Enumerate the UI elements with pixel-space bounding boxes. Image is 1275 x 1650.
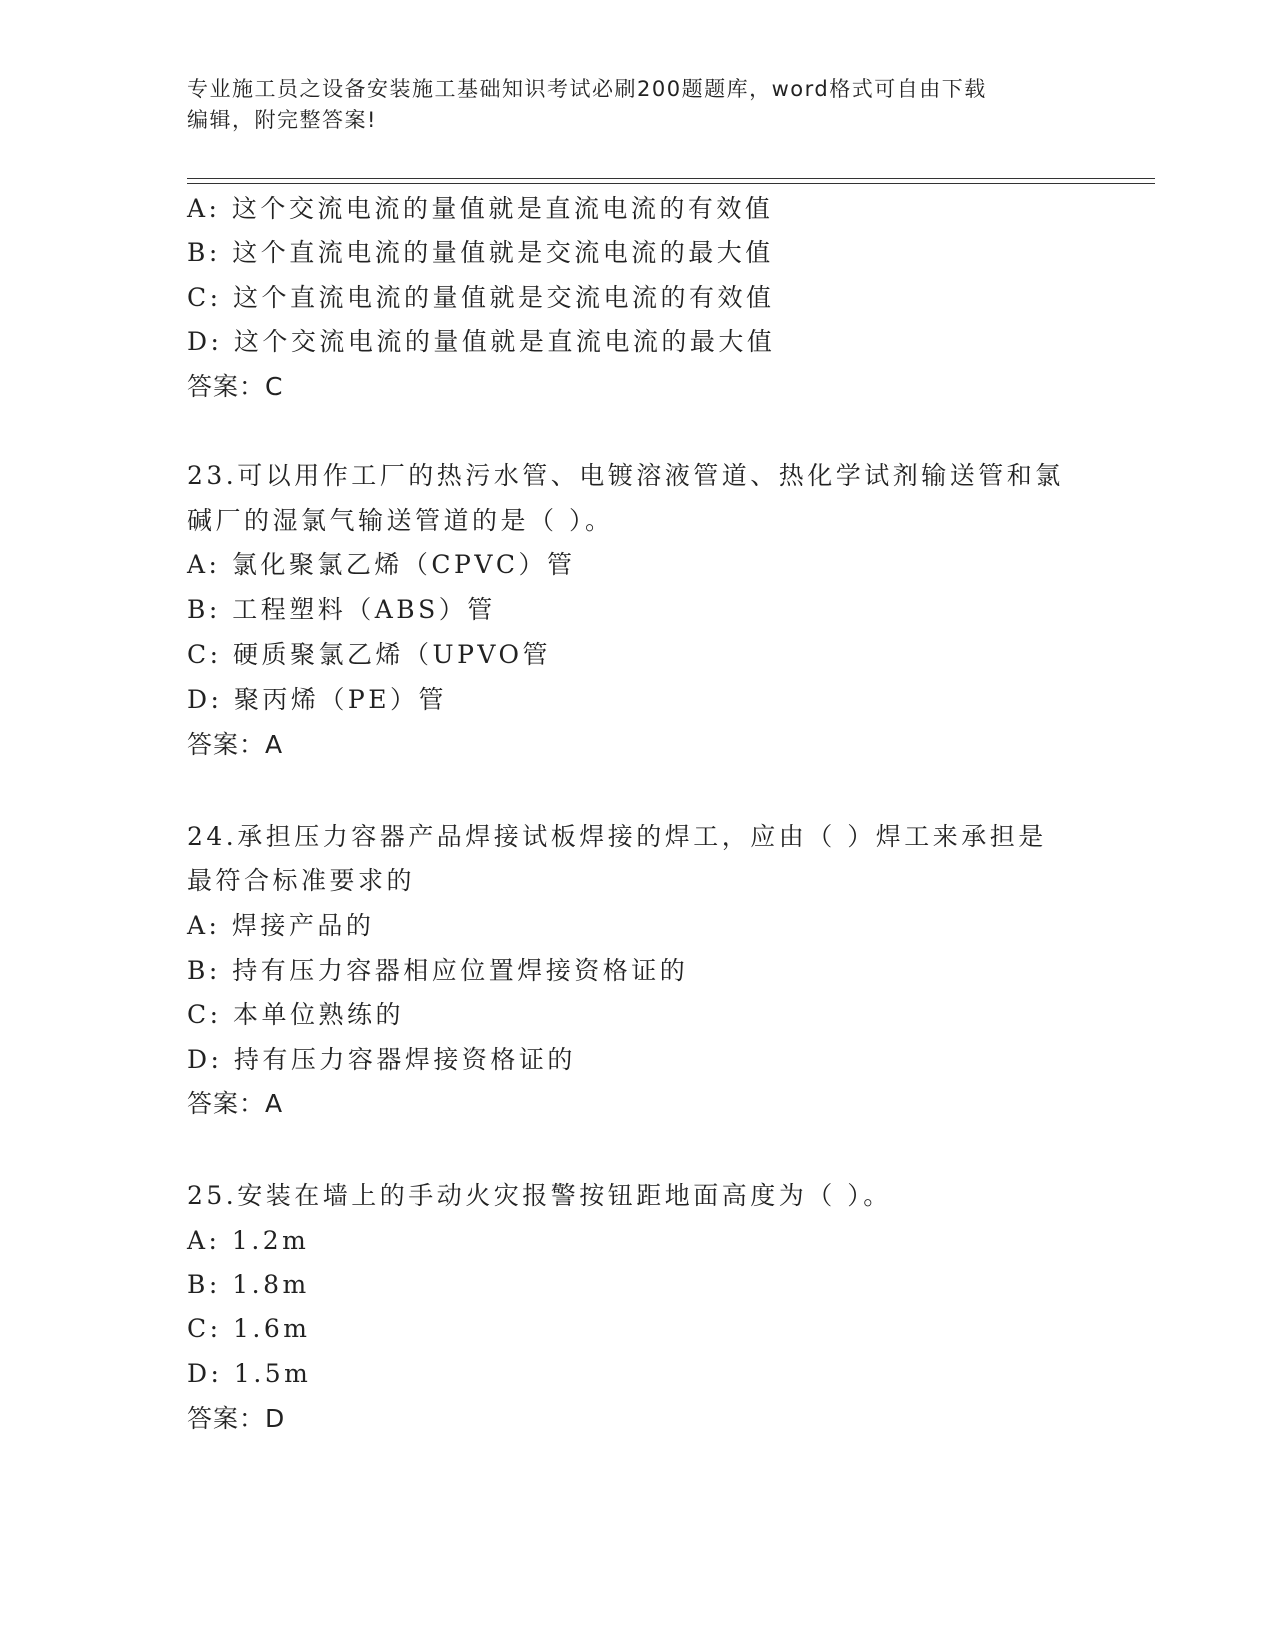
header-divider-bottom: [187, 183, 1155, 184]
q24-stem-line-2: 最符合标准要求的: [187, 866, 416, 895]
q22-option-b: B: 这个直流电流的量值就是交流电流的最大值: [187, 238, 774, 267]
q23-option-d: D: 聚丙烯（PE）管: [187, 685, 447, 714]
q23-option-a: A: 氯化聚氯乙烯（CPVC）管: [187, 550, 576, 579]
q22-option-c: C: 这个直流电流的量值就是交流电流的有效值: [187, 283, 775, 312]
header-title-line-1: 专业施工员之设备安装施工基础知识考试必刷200题题库，word格式可自由下载: [187, 77, 987, 101]
q23-option-b: B: 工程塑料（ABS）管: [187, 595, 496, 624]
q22-option-d: D: 这个交流电流的量值就是直流电流的最大值: [187, 327, 776, 356]
q25-option-d: D: 1.5m: [187, 1359, 312, 1388]
q23-stem-line-1: 23.可以用作工厂的热污水管、电镀溶液管道、热化学试剂输送管和氯: [187, 461, 1064, 490]
document-header: [187, 74, 1067, 136]
q25-answer: 答案：D: [187, 1404, 286, 1433]
q24-stem-line-1: 24.承担压力容器产品焊接试板焊接的焊工，应由（ ）焊工来承担是: [187, 822, 1047, 851]
header-divider-top: [187, 178, 1155, 179]
q23-option-c: C: 硬质聚氯乙烯（UPVO管: [187, 640, 551, 669]
q24-option-c: C: 本单位熟练的: [187, 1000, 404, 1029]
q25-option-c: C: 1.6m: [187, 1314, 311, 1343]
q24-answer: 答案：A: [187, 1089, 284, 1118]
q23-answer: 答案：A: [187, 730, 284, 759]
q24-option-d: D: 持有压力容器焊接资格证的: [187, 1045, 576, 1074]
q24-option-a: A: 焊接产品的: [187, 911, 375, 940]
q22-answer: 答案：C: [187, 372, 284, 401]
q24-option-b: B: 持有压力容器相应位置焊接资格证的: [187, 956, 689, 985]
q25-option-a: A: 1.2m: [187, 1226, 310, 1255]
q22-option-a: A: 这个交流电流的量值就是直流电流的有效值: [187, 194, 774, 223]
q25-stem-line-1: 25.安装在墙上的手动火灾报警按钮距地面高度为（ ）。: [187, 1181, 892, 1210]
q25-option-b: B: 1.8m: [187, 1270, 310, 1299]
header-title-line-2: 编辑，附完整答案!: [187, 108, 377, 132]
q23-stem-line-2: 碱厂的湿氯气输送管道的是（ ）。: [187, 506, 614, 535]
